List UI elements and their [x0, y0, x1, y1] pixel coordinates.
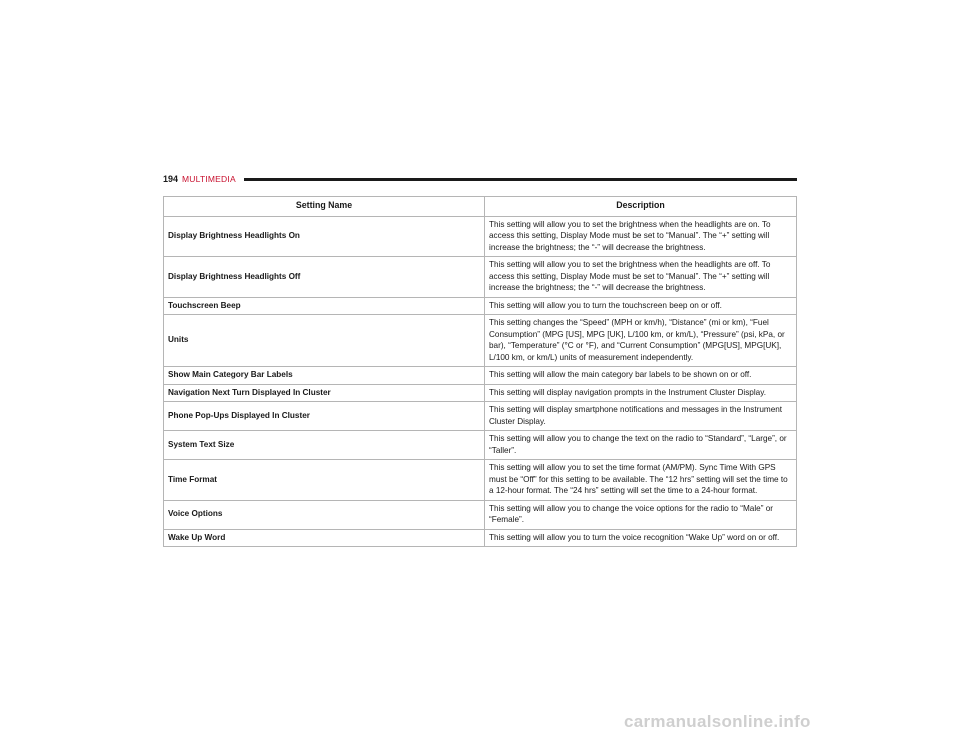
setting-description: This setting will allow the main category bar labels to be shown on or off. [485, 367, 797, 385]
table-row [164, 315, 797, 367]
setting-description: This setting will display smartphone notifications and messages in the Instrument Cluster Display. [485, 402, 797, 431]
setting-name: Display Brightness Headlights Off [164, 257, 485, 298]
table-row [164, 402, 797, 431]
table-row [164, 460, 797, 501]
header-setting-name: Setting Name [164, 197, 485, 217]
setting-description: This setting will allow you to set the time format (AM/PM). Sync Time With GPS must be “Off” for this setting to be available. The “12 hrs” setting will set the time to a 12-hour format. The “24 hrs” setting will set the time to a 24-hour format. [485, 460, 797, 501]
setting-name: Phone Pop-Ups Displayed In Cluster [164, 402, 485, 431]
header-rule [244, 178, 797, 181]
setting-name: Wake Up Word [164, 529, 485, 547]
table-row [164, 500, 797, 529]
table-row [164, 257, 797, 298]
setting-name: System Text Size [164, 431, 485, 460]
setting-name: Units [164, 315, 485, 367]
page-header [163, 172, 797, 186]
setting-name: Touchscreen Beep [164, 297, 485, 315]
table-row [164, 431, 797, 460]
setting-name: Display Brightness Headlights On [164, 216, 485, 257]
setting-description: This setting will allow you to turn the voice recognition “Wake Up” word on or off. [485, 529, 797, 547]
setting-description: This setting will allow you to set the brightness when the headlights are off. To access this setting, Display Mode must be set to “Manual”. The “+” setting will increase the brightness; the “-” will decrease the brightness. [485, 257, 797, 298]
settings-table [163, 196, 797, 547]
table-row [164, 529, 797, 547]
header-description: Description [485, 197, 797, 217]
table-row [164, 297, 797, 315]
table-row [164, 367, 797, 385]
setting-description: This setting will allow you to change the voice options for the radio to “Male” or “Female”. [485, 500, 797, 529]
table-row [164, 216, 797, 257]
watermark: carmanualsonline.info [624, 712, 811, 731]
setting-name: Navigation Next Turn Displayed In Cluster [164, 384, 485, 402]
setting-description: This setting will allow you to set the brightness when the headlights are on. To access this setting, Display Mode must be set to “Manual”. The “+” setting will increase the brightness; the “-” will decrease the brightness. [485, 216, 797, 257]
table-row [164, 384, 797, 402]
setting-description: This setting changes the “Speed” (MPH or km/h), “Distance” (mi or km), “Fuel Consumption” (MPG [US], MPG [UK], L/100 km, or km/L), “Pressure” (psi, kPa, or bar), “Temperature” (°C or °F), and “Current Consumption” (MPG[US], MPG[UK], L/100 km, or km/L) units of measurement independently. [485, 315, 797, 367]
setting-name: Show Main Category Bar Labels [164, 367, 485, 385]
setting-description: This setting will allow you to change the text on the radio to “Standard”, “Large”, or “Taller”. [485, 431, 797, 460]
setting-name: Voice Options [164, 500, 485, 529]
setting-description: This setting will allow you to turn the touchscreen beep on or off. [485, 297, 797, 315]
setting-name: Time Format [164, 460, 485, 501]
section-title: MULTIMEDIA [182, 174, 236, 184]
setting-description: This setting will display navigation prompts in the Instrument Cluster Display. [485, 384, 797, 402]
page-number: 194 [163, 174, 179, 184]
table-header-row [164, 197, 797, 217]
